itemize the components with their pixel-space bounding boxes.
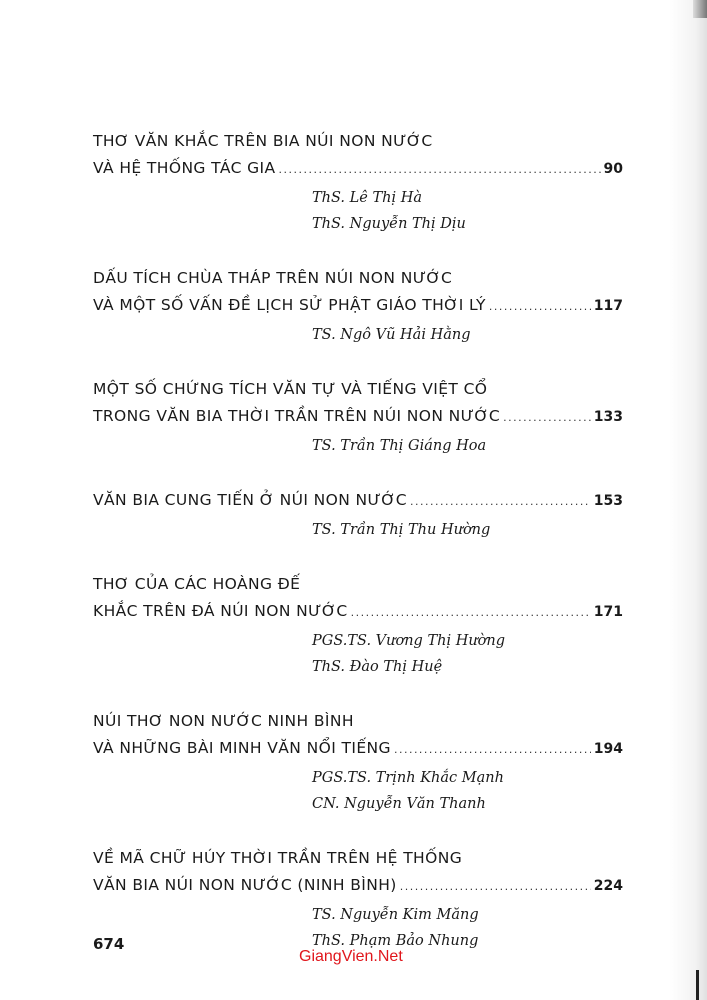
entry-title-last-line: [93, 872, 623, 900]
toc-entry: [93, 265, 623, 348]
entry-authors: [312, 628, 623, 680]
author-name: TS. Nguyễn Kim Măng: [312, 907, 479, 923]
entry-title-last-line: [93, 155, 623, 183]
entry-page-number: 153: [593, 493, 623, 509]
author-name: CN. Nguyễn Văn Thanh: [312, 796, 486, 812]
entry-title-line: THƠ VĂN KHẮC TRÊN BIA NÚI NON NƯỚC: [93, 132, 433, 150]
watermark: GiangVien.Net: [299, 948, 403, 965]
toc-entry: [93, 571, 623, 680]
entry-title-last-line: [93, 735, 623, 763]
entry-title-text: VÀ NHỮNG BÀI MINH VĂN NỔI TIẾNG: [93, 739, 391, 757]
entry-title-line: DẤU TÍCH CHÙA THÁP TRÊN NÚI NON NƯỚC: [93, 269, 453, 287]
toc-entry: [93, 708, 623, 817]
toc-entry: [93, 128, 623, 237]
table-of-contents: [93, 128, 623, 982]
page-shadow: [669, 0, 707, 1000]
author-name: ThS. Nguyễn Thị Dịu: [312, 216, 466, 232]
dot-leader: [489, 293, 591, 320]
author-name: ThS. Lê Thị Hà: [312, 190, 423, 206]
entry-page-number: 171: [593, 604, 623, 620]
entry-authors: [312, 517, 623, 543]
dot-leader: [279, 156, 601, 183]
entry-title-line: VỀ MÃ CHỮ HÚY THỜI TRẦN TRÊN HỆ THỐNG: [93, 849, 463, 867]
author-name: TS. Trần Thị Thu Hường: [312, 522, 491, 538]
entry-page-number: 224: [593, 878, 623, 894]
entry-title-text: VÀ MỘT SỐ VẤN ĐỀ LỊCH SỬ PHẬT GIÁO THỜI LÝ: [93, 296, 486, 314]
entry-title-last-line: [93, 598, 623, 626]
entry-page-number: 90: [603, 161, 623, 177]
entry-title-text: TRONG VĂN BIA THỜI TRẦN TRÊN NÚI NON NƯỚC: [93, 407, 501, 425]
entry-title-line: THƠ CỦA CÁC HOÀNG ĐẾ: [93, 575, 301, 593]
entry-page-number: 133: [593, 409, 623, 425]
entry-authors: [312, 433, 623, 459]
entry-title-last-line: [93, 292, 623, 320]
entry-page-number: 117: [593, 298, 623, 314]
dot-leader: [410, 488, 591, 515]
author-name: ThS. Đào Thị Huệ: [312, 659, 443, 675]
entry-title-text: VĂN BIA NÚI NON NƯỚC (NINH BÌNH): [93, 876, 397, 894]
entry-authors: [312, 322, 623, 348]
entry-title-text: VĂN BIA CUNG TIẾN Ở NÚI NON NƯỚC: [93, 491, 408, 509]
dot-leader: [351, 599, 591, 626]
entry-title-last-line: [93, 403, 623, 431]
entry-title-text: KHẮC TRÊN ĐÁ NÚI NON NƯỚC: [93, 602, 348, 620]
author-name: PGS.TS. Trịnh Khắc Mạnh: [312, 770, 504, 786]
page-edge-bottom: [696, 970, 699, 1000]
entry-title-line: NÚI THƠ NON NƯỚC NINH BÌNH: [93, 712, 354, 730]
page-edge-top: [693, 0, 707, 18]
entry-page-number: 194: [593, 741, 623, 757]
author-name: PGS.TS. Vương Thị Hường: [312, 633, 506, 649]
toc-entry: [93, 845, 623, 954]
page-number: 674: [93, 935, 125, 953]
dot-leader: [394, 736, 591, 763]
entry-authors: [312, 902, 623, 954]
entry-title-text: VÀ HỆ THỐNG TÁC GIA: [93, 159, 276, 177]
author-name: TS. Trần Thị Giáng Hoa: [312, 438, 487, 454]
toc-entry: [93, 376, 623, 459]
toc-entry: [93, 487, 623, 543]
dot-leader: [503, 404, 591, 431]
dot-leader: [400, 873, 591, 900]
author-name: TS. Ngô Vũ Hải Hằng: [312, 327, 471, 343]
entry-title-last-line: [93, 487, 623, 515]
author-name: ThS. Phạm Bảo Nhung: [312, 933, 479, 949]
entry-title-line: MỘT SỐ CHỨNG TÍCH VĂN TỰ VÀ TIẾNG VIỆT CỔ: [93, 380, 488, 398]
entry-authors: [312, 765, 623, 817]
entry-authors: [312, 185, 623, 237]
